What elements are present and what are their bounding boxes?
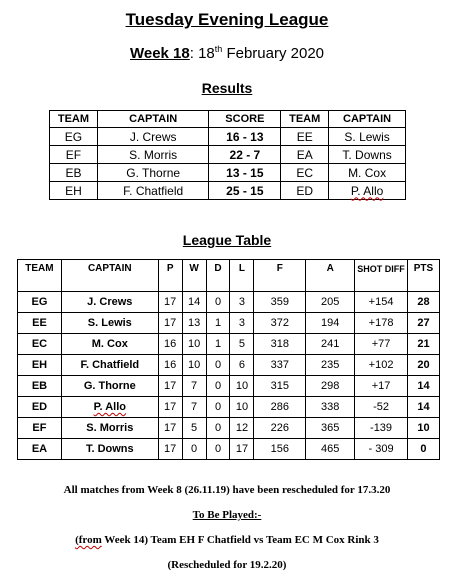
league-won: 10: [182, 334, 206, 355]
away-team: ED: [281, 182, 329, 200]
league-played: 17: [158, 439, 182, 460]
league-row: [18, 397, 440, 418]
away-captain: M. Cox: [329, 164, 406, 182]
home-team: EB: [50, 164, 98, 182]
home-captain: S. Morris: [97, 146, 209, 164]
results-row: [50, 146, 406, 164]
league-lost: 10: [230, 376, 254, 397]
league-captain: F. Chatfield: [61, 355, 158, 376]
league-against: 205: [306, 292, 355, 313]
league-captain: T. Downs: [61, 439, 158, 460]
score: 22 - 7: [209, 146, 281, 164]
away-team: EA: [281, 146, 329, 164]
league-lost: 17: [230, 439, 254, 460]
league-won: 0: [182, 439, 206, 460]
away-team: EE: [281, 128, 329, 146]
league-row: [18, 292, 440, 313]
league-shot-diff: -52: [355, 397, 408, 418]
results-col-team: TEAM: [50, 111, 98, 128]
league-won: 10: [182, 355, 206, 376]
results-row: [50, 164, 406, 182]
league-captain: S. Morris: [61, 418, 158, 439]
league-drawn: 1: [206, 313, 230, 334]
results-col-captain: CAPTAIN: [97, 111, 209, 128]
results-row: [50, 128, 406, 146]
league-team: EE: [18, 313, 62, 334]
home-team: EF: [50, 146, 98, 164]
league-captain: M. Cox: [61, 334, 158, 355]
league-for: 372: [254, 313, 306, 334]
league-col-lost: L: [230, 260, 254, 292]
results-header-row: [50, 111, 406, 128]
fixture-from: (from: [75, 534, 102, 546]
league-won: 5: [182, 418, 206, 439]
home-captain: G. Thorne: [97, 164, 209, 182]
league-team: EG: [18, 292, 62, 313]
league-col-won: W: [182, 260, 206, 292]
league-for: 318: [254, 334, 306, 355]
league-lost: 6: [230, 355, 254, 376]
league-lost: 12: [230, 418, 254, 439]
league-won: 7: [182, 376, 206, 397]
league-points: 0: [407, 439, 439, 460]
league-col-against: A: [306, 260, 355, 292]
home-captain: F. Chatfield: [97, 182, 209, 200]
league-won: 7: [182, 397, 206, 418]
league-team: ED: [18, 397, 62, 418]
date-prefix: : 18: [189, 45, 215, 62]
league-against: 365: [306, 418, 355, 439]
home-captain: J. Crews: [97, 128, 209, 146]
away-captain-name: P. Allo: [350, 183, 384, 198]
results-col-score: SCORE: [209, 111, 281, 128]
league-against: 338: [306, 397, 355, 418]
score: 25 - 15: [209, 182, 281, 200]
league-row: [18, 376, 440, 397]
league-played: 17: [158, 397, 182, 418]
league-row: [18, 313, 440, 334]
league-points: 27: [407, 313, 439, 334]
home-team: EH: [50, 182, 98, 200]
league-shot-diff: - 309: [355, 439, 408, 460]
league-header-row: [18, 260, 440, 292]
page-title: Tuesday Evening League: [125, 10, 329, 29]
score: 16 - 13: [209, 128, 281, 146]
league-played: 16: [158, 355, 182, 376]
league-col-shot-diff: SHOT DIFF: [355, 260, 408, 292]
league-drawn: 0: [206, 292, 230, 313]
league-against: 235: [306, 355, 355, 376]
league-for: 337: [254, 355, 306, 376]
league-row: [18, 334, 440, 355]
results-col-captain-2: CAPTAIN: [329, 111, 406, 128]
league-lost: 5: [230, 334, 254, 355]
league-team: EF: [18, 418, 62, 439]
league-against: 298: [306, 376, 355, 397]
league-played: 17: [158, 418, 182, 439]
league-captain: [61, 397, 158, 418]
home-team: EG: [50, 128, 98, 146]
league-played: 16: [158, 334, 182, 355]
week-label: Week 18: [129, 45, 190, 62]
league-captain: S. Lewis: [61, 313, 158, 334]
league-row: [18, 439, 440, 460]
league-drawn: 0: [206, 397, 230, 418]
fixture-details: Week 14) Team EH F Chatfield vs Team EC M Cox Rink 3: [101, 534, 379, 546]
results-table: [49, 110, 406, 200]
league-col-drawn: D: [206, 260, 230, 292]
league-team: EH: [18, 355, 62, 376]
league-shot-diff: +154: [355, 292, 408, 313]
league-points: 14: [407, 397, 439, 418]
score: 13 - 15: [209, 164, 281, 182]
league-col-played: P: [158, 260, 182, 292]
league-col-team: TEAM: [18, 260, 62, 292]
league-won: 14: [182, 292, 206, 313]
league-played: 17: [158, 313, 182, 334]
league-drawn: 0: [206, 418, 230, 439]
rescheduled-date: (Rescheduled for 19.2.20): [167, 559, 287, 571]
reschedule-note: All matches from Week 8 (26.11.19) have been rescheduled for 17.3.20: [63, 484, 391, 496]
league-captain-name: P. Allo: [93, 401, 126, 413]
league-col-captain: CAPTAIN: [61, 260, 158, 292]
league-lost: 3: [230, 313, 254, 334]
league-points: 21: [407, 334, 439, 355]
league-shot-diff: +178: [355, 313, 408, 334]
league-shot-diff: +102: [355, 355, 408, 376]
away-team: EC: [281, 164, 329, 182]
to-be-played-heading: To Be Played:-: [192, 509, 262, 521]
date-ordinal: th: [214, 44, 223, 54]
date-suffix: February 2020: [222, 45, 325, 62]
league-shot-diff: +17: [355, 376, 408, 397]
league-against: 194: [306, 313, 355, 334]
away-captain: [329, 182, 406, 200]
league-team: EC: [18, 334, 62, 355]
league-for: 226: [254, 418, 306, 439]
league-team: EB: [18, 376, 62, 397]
league-drawn: 0: [206, 439, 230, 460]
league-shot-diff: +77: [355, 334, 408, 355]
away-captain: S. Lewis: [329, 128, 406, 146]
league-row: [18, 418, 440, 439]
league-points: 10: [407, 418, 439, 439]
league-points: 28: [407, 292, 439, 313]
league-for: 315: [254, 376, 306, 397]
results-row: [50, 182, 406, 200]
league-drawn: 0: [206, 376, 230, 397]
fixture-line: [0, 534, 454, 546]
league-team: EA: [18, 439, 62, 460]
league-table-heading: League Table: [182, 232, 272, 248]
league-played: 17: [158, 292, 182, 313]
league-points: 14: [407, 376, 439, 397]
league-drawn: 0: [206, 355, 230, 376]
league-for: 156: [254, 439, 306, 460]
league-captain: J. Crews: [61, 292, 158, 313]
league-table: [17, 259, 440, 460]
league-won: 13: [182, 313, 206, 334]
league-captain: G. Thorne: [61, 376, 158, 397]
league-shot-diff: -139: [355, 418, 408, 439]
league-row: [18, 355, 440, 376]
away-captain: T. Downs: [329, 146, 406, 164]
league-lost: 10: [230, 397, 254, 418]
league-col-points: PTS: [407, 260, 439, 292]
results-col-team-2: TEAM: [281, 111, 329, 128]
league-against: 241: [306, 334, 355, 355]
league-against: 465: [306, 439, 355, 460]
league-lost: 3: [230, 292, 254, 313]
week-line: [0, 44, 454, 62]
league-drawn: 1: [206, 334, 230, 355]
league-for: 286: [254, 397, 306, 418]
league-col-for: F: [254, 260, 306, 292]
league-for: 359: [254, 292, 306, 313]
league-played: 17: [158, 376, 182, 397]
results-heading: Results: [201, 80, 253, 96]
league-points: 20: [407, 355, 439, 376]
